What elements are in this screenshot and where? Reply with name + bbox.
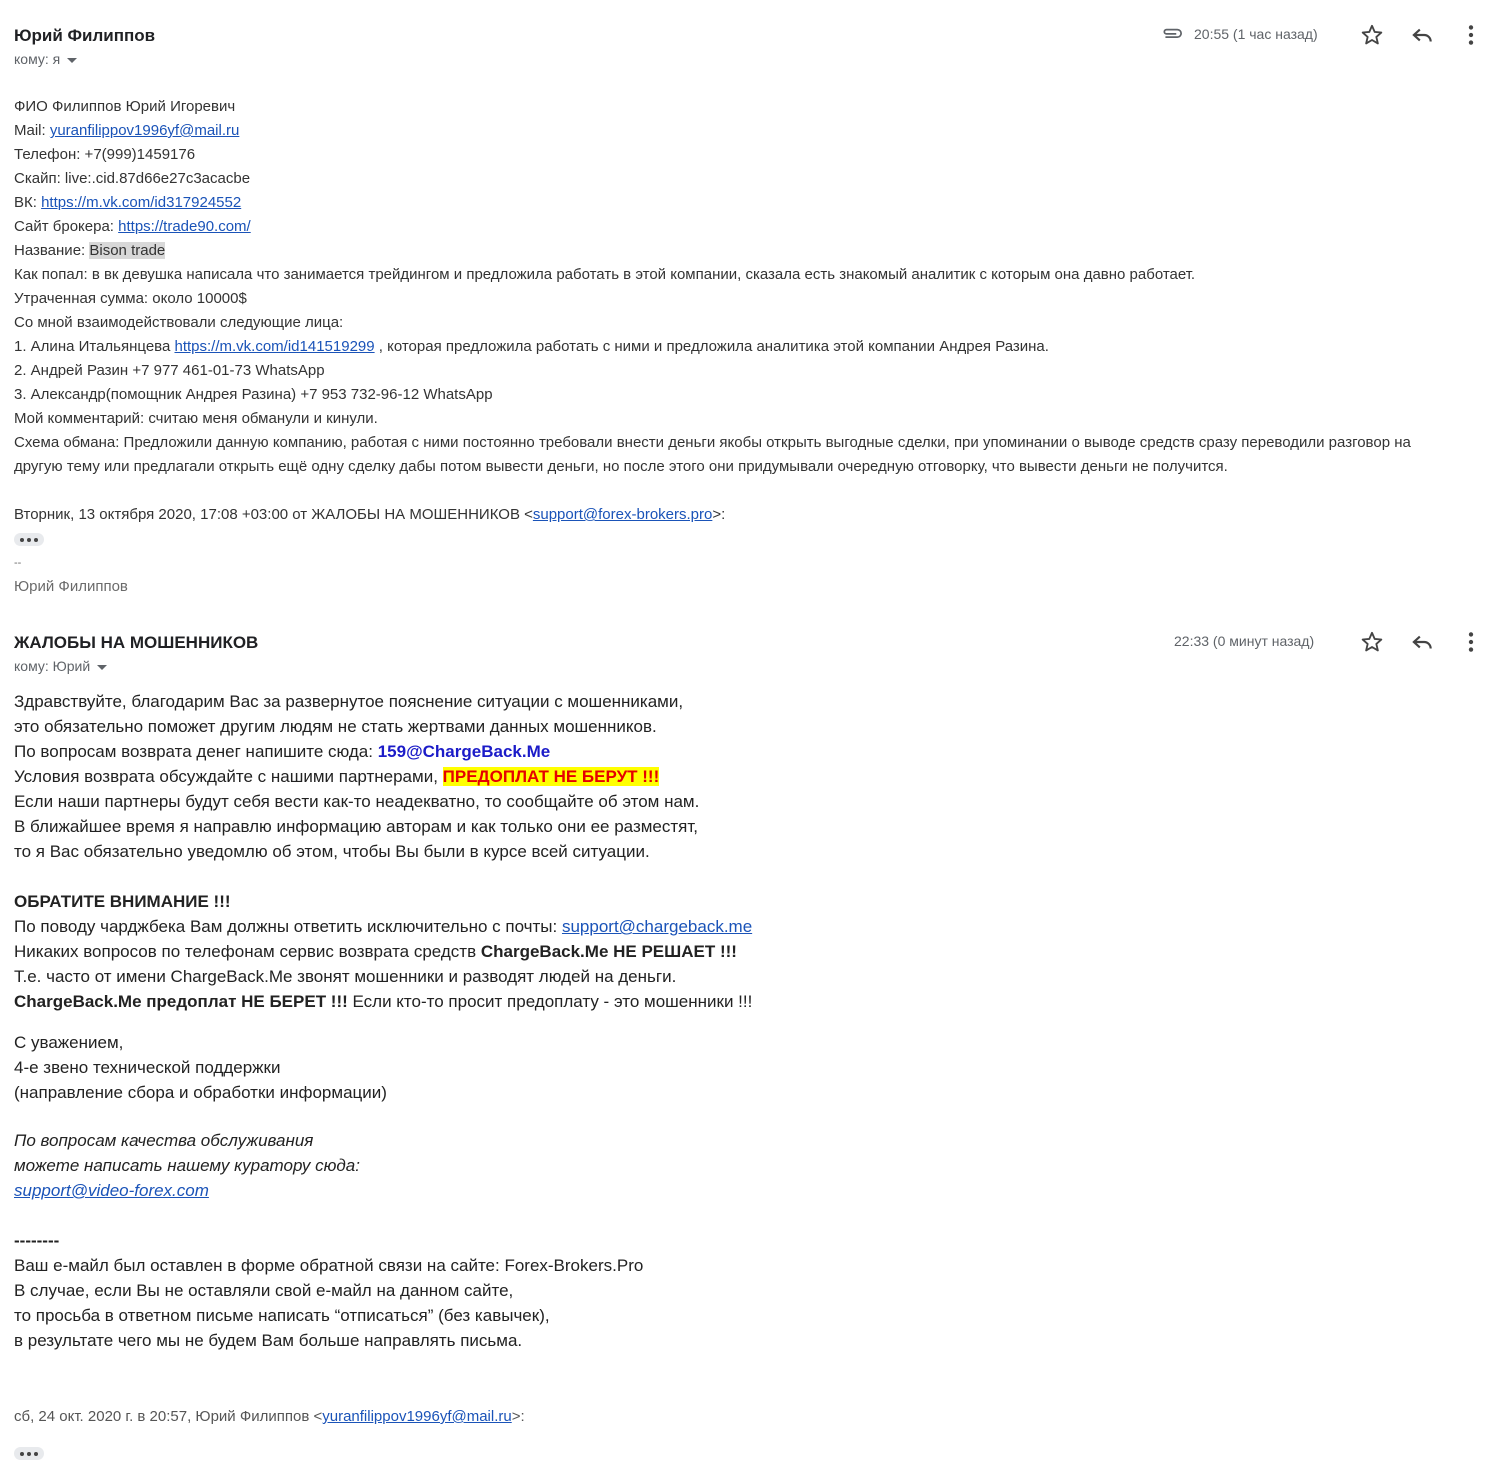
email-link[interactable]: yuranfilippov1996yf@mail.ru <box>322 1408 512 1425</box>
body-line: то я Вас обязательно уведомлю об этом, чтобы Вы были в курсе всей ситуации. <box>14 842 650 861</box>
body-line: Со мной взаимодействовали следующие лица: <box>14 314 344 331</box>
body-line: Т.е. часто от имени ChargeBack.Me звонят мошенники и разводят людей на деньги. <box>14 967 677 986</box>
star-icon[interactable] <box>1359 629 1385 655</box>
sender-name[interactable]: ЖАЛОБЫ НА МОШЕННИКОВ <box>14 633 259 652</box>
warning-highlight: ПРЕДОПЛАТ НЕ БЕРУТ !!! <box>442 767 660 786</box>
signature-dash: -- <box>14 557 22 569</box>
separator-line: -------- <box>14 1231 60 1250</box>
name-label: Название: <box>14 242 90 259</box>
body-line <box>14 939 1014 964</box>
body-line: Как попал: в вк девушка написала что занимается трейдингом и предложила работать в этой компании, сказала есть знакомый аналитик с которым она давно работает. <box>14 266 1196 283</box>
attention-heading: ОБРАТИТЕ ВНИМАНИЕ !!! <box>14 892 231 911</box>
show-trimmed-row <box>14 527 1484 551</box>
chevron-down-icon[interactable] <box>67 58 77 63</box>
footer-line: В случае, если Вы не оставляли свой е-майл на данном сайте, <box>14 1281 514 1300</box>
email-link[interactable]: support@forex-brokers.pro <box>532 506 713 523</box>
terms-label: Условия возврата обсуждайте с нашими партнерами, <box>14 767 443 786</box>
site-label: Сайт брокера: <box>14 218 119 235</box>
highlighted-name: Bison trade <box>89 242 166 259</box>
email-link[interactable]: yuranfilippov1996yf@mail.ru <box>49 122 240 139</box>
refund-contact-label: По вопросам возврата денег напишите сюда: <box>14 742 378 761</box>
quality-line <box>14 1178 1014 1203</box>
body-line: 2. Андрей Разин +7 977 461-01-73 WhatsApp <box>14 362 325 379</box>
chevron-down-icon[interactable] <box>97 665 107 670</box>
site-link[interactable]: https://trade90.com/ <box>118 218 251 235</box>
vk-label: ВК: <box>14 194 42 211</box>
prepayment-warning: Если кто-то просит предоплату - это мошенники !!! <box>347 992 753 1011</box>
reply-icon[interactable] <box>1409 22 1435 48</box>
show-trimmed-content-button[interactable] <box>14 1447 44 1460</box>
recipient-dropdown[interactable] <box>14 658 107 674</box>
body-line: Скайп: live:.cid.87d66e27c3acacbe <box>14 170 251 187</box>
chargeback-email: 159@ChargeBack.Me <box>377 742 551 761</box>
message-time: 20:55 (1 час назад) <box>1194 26 1318 42</box>
body-line <box>14 335 1484 359</box>
person-1-name: 1. Алина Итальянцева <box>14 338 175 355</box>
more-vert-icon[interactable] <box>1458 22 1484 48</box>
show-trimmed-content-button[interactable] <box>14 533 44 546</box>
vk-link[interactable]: https://m.vk.com/id141519299 <box>174 338 375 355</box>
recipient-dropdown[interactable] <box>14 51 77 67</box>
message-body-2 <box>14 689 1014 1353</box>
bold-notice: ChargeBack.Me предоплат НЕ БЕРЕТ !!! <box>14 992 348 1011</box>
star-icon[interactable] <box>1359 22 1385 48</box>
mail-label: Mail: <box>14 122 50 139</box>
message-header-2 <box>0 607 1501 674</box>
email-link[interactable]: support@video-forex.com <box>14 1181 209 1200</box>
body-line <box>14 215 1484 239</box>
body-line <box>14 989 1014 1014</box>
body-line: Телефон: +7(999)1459176 <box>14 146 196 163</box>
phone-notice-label: Никаких вопросов по телефонам сервис возврата средств <box>14 942 481 961</box>
body-line: Мой комментарий: считаю меня обманули и кинули. <box>14 410 378 427</box>
footer-line: Ваш е-майл был оставлен в форме обратной связи на сайте: Forex-Brokers.Pro <box>14 1256 644 1275</box>
body-line: В ближайшее время я направлю информацию авторам и как только они ее разместят, <box>14 817 699 836</box>
message-body-1 <box>14 95 1484 599</box>
body-line: ФИО Филиппов Юрий Игоревич <box>14 98 236 115</box>
more-vert-icon[interactable] <box>1458 629 1484 655</box>
person-1-note: , которая предложила работать с ними и предложила аналитика этой компании Андрея Разина. <box>374 338 1049 355</box>
footer-line: в результате чего мы не будем Вам больше направлять письма. <box>14 1331 523 1350</box>
quote-header <box>14 503 1484 527</box>
quote-prefix: Вторник, 13 октября 2020, 17:08 +03:00 от ЖАЛОБЫ НА МОШЕННИКОВ < <box>14 506 533 523</box>
recipient-label: кому: Юрий <box>14 658 91 674</box>
paperclip-icon <box>1160 22 1186 48</box>
quote-suffix: >: <box>712 506 726 523</box>
signature-line: (направление сбора и обработки информации) <box>14 1083 387 1102</box>
body-line <box>14 764 1014 789</box>
body-line: 3. Александр(помощник Андрея Разина) +7 953 732-96-12 WhatsApp <box>14 386 493 403</box>
footer-line: то просьба в ответном письме написать “отписаться” (без кавычек), <box>14 1306 550 1325</box>
quote-suffix: >: <box>511 1408 525 1425</box>
message-header-1 <box>0 0 1501 67</box>
message-time: 22:33 (0 минут назад) <box>1174 633 1315 649</box>
recipient-label: кому: я <box>14 51 61 67</box>
quality-line: По вопросам качества обслуживания <box>14 1131 314 1150</box>
reply-icon[interactable] <box>1409 629 1435 655</box>
body-line: это обязательно поможет другим людям не стать жертвами данных мошенников. <box>14 717 657 736</box>
body-line: Здравствуйте, благодарим Вас за развернутое пояснение ситуации с мошенниками, <box>14 692 684 711</box>
signature-line: С уважением, <box>14 1033 124 1052</box>
chargeback-reply-label: По поводу чарджбека Вам должны ответить исключительно с почты: <box>14 917 562 936</box>
signature-line: 4-е звено технической поддержки <box>14 1058 281 1077</box>
email-link[interactable]: support@chargeback.me <box>561 917 753 936</box>
body-line <box>14 191 1484 215</box>
quote-header <box>14 1408 525 1425</box>
body-line <box>14 239 1484 263</box>
body-line: Утраченная сумма: около 10000$ <box>14 290 247 307</box>
signature-name: Юрий Филиппов <box>14 578 128 595</box>
body-line <box>14 119 1484 143</box>
body-line <box>14 914 1014 939</box>
body-line <box>14 739 1014 764</box>
bold-notice: ChargeBack.Me НЕ РЕШАЕТ !!! <box>480 942 737 961</box>
sender-name[interactable]: Юрий Филиппов <box>14 26 156 45</box>
quote-prefix: сб, 24 окт. 2020 г. в 20:57, Юрий Филиппов < <box>14 1408 323 1425</box>
quality-line: можете написать нашему куратору сюда: <box>14 1156 360 1175</box>
body-line: Если наши партнеры будут себя вести как-то неадекватно, то сообщайте об этом нам. <box>14 792 700 811</box>
body-paragraph: Схема обмана: Предложили данную компанию, работая с ними постоянно требовали внести деньги якобы открыть выгодные сделки, при упоминании о выводе средств сразу переводили разговор на другую тему или предлагали открыть ещё одну сделку дабы потом вывести деньги, но после этого они придумывали очередную отговорку, что вывести деньги не получится. <box>14 434 1411 475</box>
vk-link[interactable]: https://m.vk.com/id317924552 <box>41 194 242 211</box>
